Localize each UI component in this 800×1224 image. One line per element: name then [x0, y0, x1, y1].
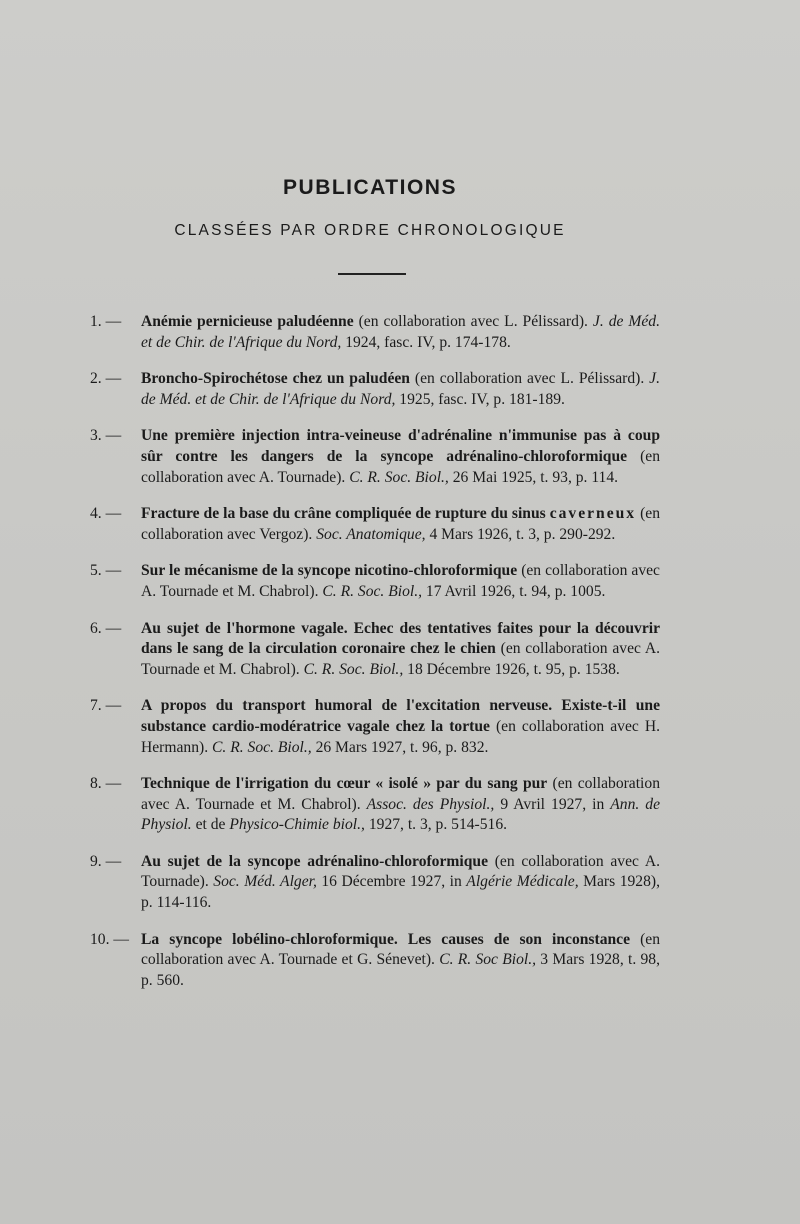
entry-source-2: Algérie Médicale, — [466, 873, 579, 891]
entry-source: Assoc. des Physiol., — [366, 795, 495, 813]
publication-entry-5 — [90, 561, 660, 602]
entry-source: J. de Méd. et de Chir. de l'Afrique du Nord, — [141, 313, 660, 351]
entry-title: Au sujet de l'hormone vagale. Echec des tentatives faites pour la découvrir dans le sang de la circulation coronaire chez le chien — [141, 619, 660, 658]
entry-source: C. R. Soc. Biol., — [349, 468, 449, 486]
entry-title-spaced: caverneux — [549, 505, 637, 523]
page-subtitle: CLASSÉES PAR ORDRE CHRONOLOGIQUE — [174, 222, 566, 239]
entry-source: Soc. Méd. Alger, — [213, 873, 317, 891]
entry-source: C. R. Soc. Biol., — [303, 660, 404, 678]
entry-number: 10. — — [90, 930, 129, 948]
entry-details: 26 Mars 1927, t. 96, p. 832. — [315, 738, 489, 756]
entry-collaboration: (en collaboration avec A. Tournade et G. Sénevet). — [141, 930, 660, 969]
entry-number: 3. — — [90, 427, 122, 445]
publication-entry-2 — [90, 369, 660, 410]
entry-title: Au sujet de la syncope adrénalino-chloroformique — [141, 852, 488, 870]
entry-title: Une première injection intra-veineuse d'adrénaline n'immunise pas à coup sûr contre les dangers de la syncope adrénalino-chloroformique — [141, 427, 660, 465]
entry-title: Broncho-Spirochétose chez un paludéen — [141, 370, 410, 388]
entry-collaboration: (en collaboration avec A. Tournade et M. Chabrol). — [141, 640, 660, 678]
entry-number: 9. — — [90, 852, 122, 870]
publication-entry-3 — [90, 426, 660, 488]
entry-number: 7. — — [90, 697, 122, 715]
entry-number: 5. — — [90, 562, 122, 580]
entry-collaboration: (en collaboration avec H. Hermann). — [141, 717, 660, 756]
entry-collaboration: (en collaboration avec A. Tournade et M. Chabrol). — [141, 775, 660, 813]
entry-source-2: Ann. de Physiol. — [141, 795, 661, 834]
entry-source: C. R. Soc Biol., — [439, 951, 537, 969]
entry-source-3: Physico-Chimie biol., — [229, 816, 365, 834]
entry-number: 8. — — [90, 775, 122, 793]
entry-details: 26 Mai 1925, t. 93, p. 114. — [452, 468, 619, 486]
entry-details-2: et de — [195, 816, 226, 834]
publication-list — [90, 312, 660, 1007]
entry-details-3: 1927, t. 3, p. 514-516. — [368, 816, 508, 834]
entry-title: Fracture de la base du crâne compliquée de rupture du sinus — [141, 505, 546, 523]
entry-details: 1924, fasc. IV, p. 174-178. — [345, 333, 511, 351]
entry-details: 4 Mars 1926, t. 3, p. 290-292. — [429, 525, 616, 543]
publication-entry-8 — [90, 774, 660, 836]
entry-details: 1925, fasc. IV, p. 181-189. — [399, 390, 565, 408]
entry-collaboration: (en collaboration avec L. Pélissard). — [414, 370, 645, 388]
publication-entry-9 — [90, 852, 660, 914]
entry-collaboration: (en collaboration avec Vergoz). — [141, 505, 660, 543]
entry-collaboration: (en collaboration avec A. Tournade). — [141, 447, 661, 486]
entry-source: C. R. Soc. Biol., — [322, 582, 423, 600]
entry-title: Technique de l'irrigation du cœur « isolé » par du sang pur — [141, 775, 548, 793]
publication-entry-1 — [90, 312, 660, 353]
entry-details: 3 Mars 1928, t. 98, p. 560. — [141, 951, 660, 989]
entry-number: 4. — — [90, 505, 122, 523]
title-divider — [338, 273, 406, 275]
entry-details: 17 Avril 1926, t. 94, p. 1005. — [425, 582, 606, 600]
entry-collaboration: (en collaboration avec L. Pélissard). — [358, 313, 588, 330]
publication-entry-6 — [90, 619, 660, 681]
entry-collaboration: (en collaboration avec A. Tournade). — [141, 852, 660, 891]
entry-source: J. de Méd. et de Chir. de l'Afrique du Nord, — [141, 370, 660, 408]
page-title: PUBLICATIONS — [283, 176, 457, 199]
entry-source: Soc. Anatomique, — [316, 525, 426, 543]
entry-source: C. R. Soc. Biol., — [212, 738, 312, 756]
entry-title: Sur le mécanisme de la syncope nicotino-chloroformique — [141, 562, 518, 580]
publication-entry-4 — [90, 504, 660, 545]
entry-collaboration: (en collaboration avec A. Tournade et M. Chabrol). — [141, 562, 660, 600]
publication-entry-10 — [90, 930, 660, 992]
entry-number: 6. — — [90, 619, 122, 637]
entry-number: 1. — — [90, 313, 122, 330]
entry-title: La syncope lobélino-chloroformique. Les causes de son inconstance — [141, 930, 631, 948]
entry-details: 9 Avril 1927, in — [500, 795, 605, 813]
entry-details-2: Mars 1928), p. 114-116. — [141, 873, 660, 912]
entry-details: 16 Décembre 1927, in — [321, 873, 462, 891]
entry-number: 2. — — [90, 370, 122, 388]
entry-details: 18 Décembre 1926, t. 95, p. 1538. — [407, 660, 620, 678]
entry-title: Anémie pernicieuse paludéenne — [141, 313, 354, 330]
publication-entry-7 — [90, 696, 660, 758]
entry-title: A propos du transport humoral de l'excitation nerveuse. Existe-t-il une substance cardio-modératrice vagale chez la tortue — [141, 697, 660, 735]
